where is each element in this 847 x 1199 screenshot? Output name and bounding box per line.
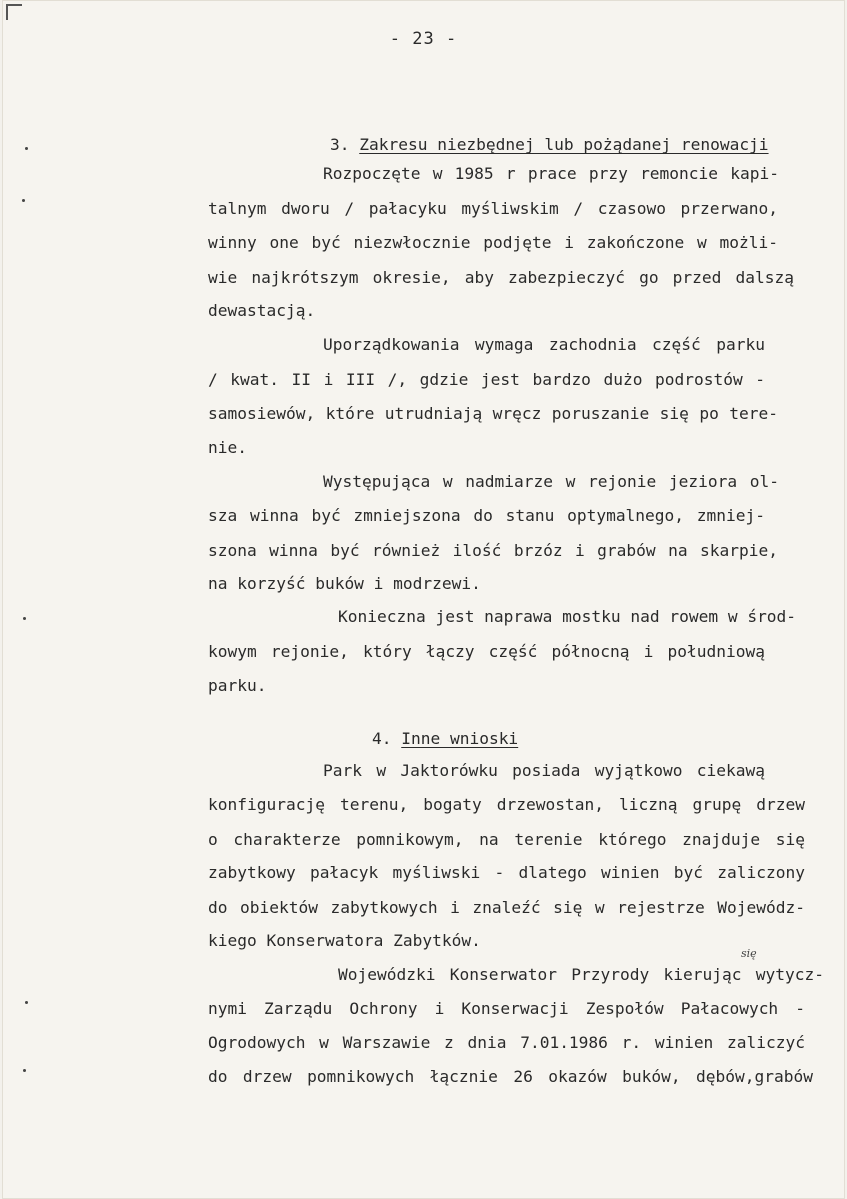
text-line: Rozpoczęte w 1985 r prace przy remoncie kapi- [323,164,779,183]
margin-mark [25,147,28,150]
page-number: - 23 - [389,29,458,49]
text-line: talnym dworu / pałacyku myśliwskim / czasowo przerwano, [208,199,778,218]
section-3-number: 3. [329,135,350,154]
text-line: Konieczna jest naprawa mostku nad rowem w środ- [338,607,797,626]
text-line: Ogrodowych w Warszawie z dnia 7.01.1986 r. winien zaliczyć [208,1033,805,1052]
text-line: sza winna być zmniejszona do stanu optymalnego, zmniej- [208,506,765,525]
text-line: kiego Konserwatora Zabytków. [208,931,481,950]
text-line: samosiewów, które utrudniają wręcz poruszanie się po tere- [208,404,778,423]
text-line: Występująca w nadmiarze w rejonie jeziora ol- [323,472,779,491]
text-line: do obiektów zabytkowych i znaleźć się w rejestrze Wojewódz- [208,898,805,917]
margin-mark [23,1069,26,1072]
section-4-number: 4. [371,729,392,748]
margin-mark [22,199,25,202]
text-line: do drzew pomnikowych łącznie 26 okazów buków, dębów,grabów [208,1067,813,1086]
text-line: winny one być niezwłocznie podjęte i zakończone w możli- [208,233,778,252]
handwritten-insert: się [741,947,757,960]
text-line: Wojewódzki Konserwator Przyrody kierując wytycz- [338,965,824,984]
text-line: na korzyść buków i modrzewi. [208,574,481,593]
text-line: kowym rejonie, który łączy część północną i południową [208,642,765,661]
section-3-title: Zakresu niezbędnej lub pożądanej renowacji [359,135,769,154]
text-line: zabytkowy pałacyk myśliwski - dlatego winien być zaliczony [208,863,805,882]
text-line: / kwat. II i III /, gdzie jest bardzo dużo podrostów - [208,370,765,389]
section-4-heading [333,709,518,769]
text-line: Park w Jaktorówku posiada wyjątkowo ciekawą [323,761,765,780]
section-4-title: Inne wnioski [401,729,519,748]
text-line: nymi Zarządu Ochrony i Konserwacji Zespołów Pałacowych - [208,999,805,1018]
text-line: wie najkrótszym okresie, aby zabezpieczyć go przed dalszą [208,268,794,287]
text-line: Uporządkowania wymaga zachodnia część parku [323,335,765,354]
scan-corner-mark [6,4,22,20]
text-line: szona winna być również ilość brzóz i grabów na skarpie, [208,541,778,560]
text-line: parku. [208,676,267,695]
text-line: konfigurację terenu, bogaty drzewostan, liczną grupę drzew [208,795,805,814]
text-line: nie. [208,438,247,457]
margin-mark [25,1001,28,1004]
margin-mark [23,617,26,620]
document-page [2,0,845,1199]
text-line: dewastacją. [208,301,316,320]
text-line: o charakterze pomnikowym, na terenie którego znajduje się [208,830,805,849]
